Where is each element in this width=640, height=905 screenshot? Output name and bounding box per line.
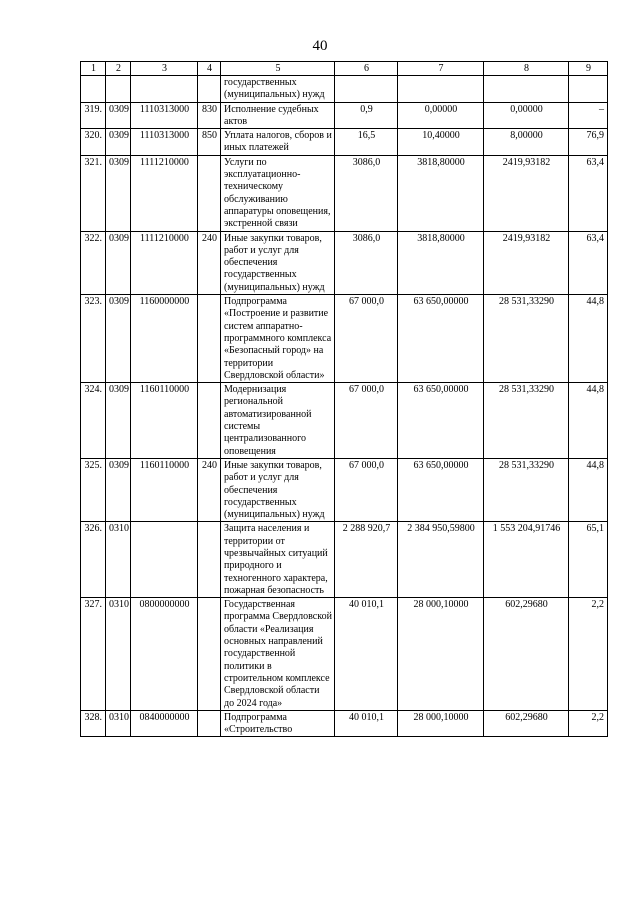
row-number-cell: 328. bbox=[81, 710, 106, 737]
expense-type-cell: 240 bbox=[198, 458, 221, 521]
target-code-cell: 0840000000 bbox=[131, 710, 198, 737]
section-code-cell: 0309 bbox=[106, 383, 131, 459]
item-name-cell: Подпрограмма «Построение и развитие систем аппаратно-программного комплекса «Безопасный город» на территории Свердловской области» bbox=[221, 295, 335, 383]
header-cell: 6 bbox=[335, 62, 398, 76]
execution-percent-cell: 44,8 bbox=[569, 458, 608, 521]
header-cell: 4 bbox=[198, 62, 221, 76]
row-number-cell: 321. bbox=[81, 155, 106, 231]
section-code-cell: 0309 bbox=[106, 458, 131, 521]
expense-type-cell bbox=[198, 295, 221, 383]
planned-amount-cell: 67 000,0 bbox=[335, 383, 398, 459]
table-row bbox=[81, 598, 608, 711]
expense-type-cell: 850 bbox=[198, 129, 221, 156]
row-number-cell: 324. bbox=[81, 383, 106, 459]
execution-percent-cell: 44,8 bbox=[569, 383, 608, 459]
page-number: 40 bbox=[312, 38, 328, 54]
row-number-cell bbox=[81, 76, 106, 103]
expense-type-cell bbox=[198, 598, 221, 711]
budget-amount-cell: 3818,80000 bbox=[398, 231, 484, 294]
section-code-cell: 0310 bbox=[106, 522, 131, 598]
row-number-cell: 323. bbox=[81, 295, 106, 383]
expense-type-cell bbox=[198, 522, 221, 598]
target-code-cell: 1110313000 bbox=[131, 129, 198, 156]
target-code-cell: 1160110000 bbox=[131, 458, 198, 521]
executed-amount-cell: 602,29680 bbox=[484, 598, 569, 711]
executed-amount-cell: 28 531,33290 bbox=[484, 383, 569, 459]
table-row bbox=[81, 458, 608, 521]
table-row bbox=[81, 155, 608, 231]
table-row bbox=[81, 129, 608, 156]
table-row bbox=[81, 102, 608, 129]
execution-percent-cell: 76,9 bbox=[569, 129, 608, 156]
expense-type-cell bbox=[198, 710, 221, 737]
budget-amount-cell bbox=[398, 76, 484, 103]
expense-type-cell bbox=[198, 76, 221, 103]
budget-amount-cell: 28 000,10000 bbox=[398, 598, 484, 711]
header-cell: 7 bbox=[398, 62, 484, 76]
item-name-cell: Исполнение судебных актов bbox=[221, 102, 335, 129]
budget-amount-cell: 10,40000 bbox=[398, 129, 484, 156]
item-name-cell: Иные закупки товаров, работ и услуг для обеспечения государственных (муниципальных) нужд bbox=[221, 458, 335, 521]
executed-amount-cell: 2419,93182 bbox=[484, 231, 569, 294]
budget-amount-cell: 0,00000 bbox=[398, 102, 484, 129]
budget-amount-cell: 63 650,00000 bbox=[398, 458, 484, 521]
item-name-cell: Государственная программа Свердловской области «Реализация основных направлений государственной политики в строительном комплексе Свердловской области до 2024 года» bbox=[221, 598, 335, 711]
planned-amount-cell: 3086,0 bbox=[335, 231, 398, 294]
header-cell: 8 bbox=[484, 62, 569, 76]
section-code-cell: 0309 bbox=[106, 295, 131, 383]
executed-amount-cell: 1 553 204,91746 bbox=[484, 522, 569, 598]
budget-amount-cell: 28 000,10000 bbox=[398, 710, 484, 737]
target-code-cell: 0800000000 bbox=[131, 598, 198, 711]
executed-amount-cell: 2419,93182 bbox=[484, 155, 569, 231]
table-row bbox=[81, 76, 608, 103]
item-name-cell: Модернизация региональной автоматизированной системы централизованного оповещения bbox=[221, 383, 335, 459]
row-number-cell: 322. bbox=[81, 231, 106, 294]
target-code-cell: 1160110000 bbox=[131, 383, 198, 459]
execution-percent-cell: 63,4 bbox=[569, 231, 608, 294]
executed-amount-cell: 28 531,33290 bbox=[484, 458, 569, 521]
execution-percent-cell: 2,2 bbox=[569, 710, 608, 737]
planned-amount-cell: 2 288 920,7 bbox=[335, 522, 398, 598]
expense-type-cell: 240 bbox=[198, 231, 221, 294]
header-cell: 1 bbox=[81, 62, 106, 76]
section-code-cell: 0309 bbox=[106, 155, 131, 231]
target-code-cell bbox=[131, 76, 198, 103]
planned-amount-cell: 3086,0 bbox=[335, 155, 398, 231]
target-code-cell: 1111210000 bbox=[131, 155, 198, 231]
item-name-cell: Услуги по эксплуатационно-техническому обслуживанию аппаратуры оповещения, экстренной связи bbox=[221, 155, 335, 231]
section-code-cell bbox=[106, 76, 131, 103]
execution-percent-cell: – bbox=[569, 102, 608, 129]
planned-amount-cell: 67 000,0 bbox=[335, 458, 398, 521]
executed-amount-cell: 602,29680 bbox=[484, 710, 569, 737]
section-code-cell: 0309 bbox=[106, 231, 131, 294]
row-number-cell: 319. bbox=[81, 102, 106, 129]
row-number-cell: 320. bbox=[81, 129, 106, 156]
planned-amount-cell: 67 000,0 bbox=[335, 295, 398, 383]
table-row bbox=[81, 295, 608, 383]
executed-amount-cell: 28 531,33290 bbox=[484, 295, 569, 383]
item-name-cell: государственных (муниципальных) нужд bbox=[221, 76, 335, 103]
budget-amount-cell: 63 650,00000 bbox=[398, 295, 484, 383]
item-name-cell: Иные закупки товаров, работ и услуг для обеспечения государственных (муниципальных) нужд bbox=[221, 231, 335, 294]
section-code-cell: 0310 bbox=[106, 710, 131, 737]
section-code-cell: 0309 bbox=[106, 129, 131, 156]
expense-type-cell bbox=[198, 155, 221, 231]
section-code-cell: 0309 bbox=[106, 102, 131, 129]
table-row bbox=[81, 710, 608, 737]
header-cell: 2 bbox=[106, 62, 131, 76]
target-code-cell: 1111210000 bbox=[131, 231, 198, 294]
planned-amount-cell bbox=[335, 76, 398, 103]
row-number-cell: 327. bbox=[81, 598, 106, 711]
item-name-cell: Уплата налогов, сборов и иных платежей bbox=[221, 129, 335, 156]
row-number-cell: 326. bbox=[81, 522, 106, 598]
planned-amount-cell: 0,9 bbox=[335, 102, 398, 129]
target-code-cell: 1110313000 bbox=[131, 102, 198, 129]
target-code-cell: 1160000000 bbox=[131, 295, 198, 383]
header-row bbox=[81, 62, 608, 76]
execution-percent-cell: 2,2 bbox=[569, 598, 608, 711]
header-cell: 9 bbox=[569, 62, 608, 76]
expense-type-cell bbox=[198, 383, 221, 459]
executed-amount-cell: 8,00000 bbox=[484, 129, 569, 156]
planned-amount-cell: 40 010,1 bbox=[335, 710, 398, 737]
table-row bbox=[81, 383, 608, 459]
execution-percent-cell bbox=[569, 76, 608, 103]
planned-amount-cell: 40 010,1 bbox=[335, 598, 398, 711]
budget-table bbox=[80, 61, 608, 737]
budget-amount-cell: 63 650,00000 bbox=[398, 383, 484, 459]
header-cell: 5 bbox=[221, 62, 335, 76]
table-row bbox=[81, 522, 608, 598]
budget-amount-cell: 3818,80000 bbox=[398, 155, 484, 231]
executed-amount-cell: 0,00000 bbox=[484, 102, 569, 129]
planned-amount-cell: 16,5 bbox=[335, 129, 398, 156]
execution-percent-cell: 63,4 bbox=[569, 155, 608, 231]
header-cell: 3 bbox=[131, 62, 198, 76]
item-name-cell: Защита населения и территории от чрезвычайных ситуаций природного и техногенного характера, пожарная безопасность bbox=[221, 522, 335, 598]
item-name-cell: Подпрограмма «Строительство bbox=[221, 710, 335, 737]
executed-amount-cell bbox=[484, 76, 569, 103]
section-code-cell: 0310 bbox=[106, 598, 131, 711]
execution-percent-cell: 65,1 bbox=[569, 522, 608, 598]
budget-amount-cell: 2 384 950,59800 bbox=[398, 522, 484, 598]
target-code-cell bbox=[131, 522, 198, 598]
table-row bbox=[81, 231, 608, 294]
execution-percent-cell: 44,8 bbox=[569, 295, 608, 383]
row-number-cell: 325. bbox=[81, 458, 106, 521]
expense-type-cell: 830 bbox=[198, 102, 221, 129]
